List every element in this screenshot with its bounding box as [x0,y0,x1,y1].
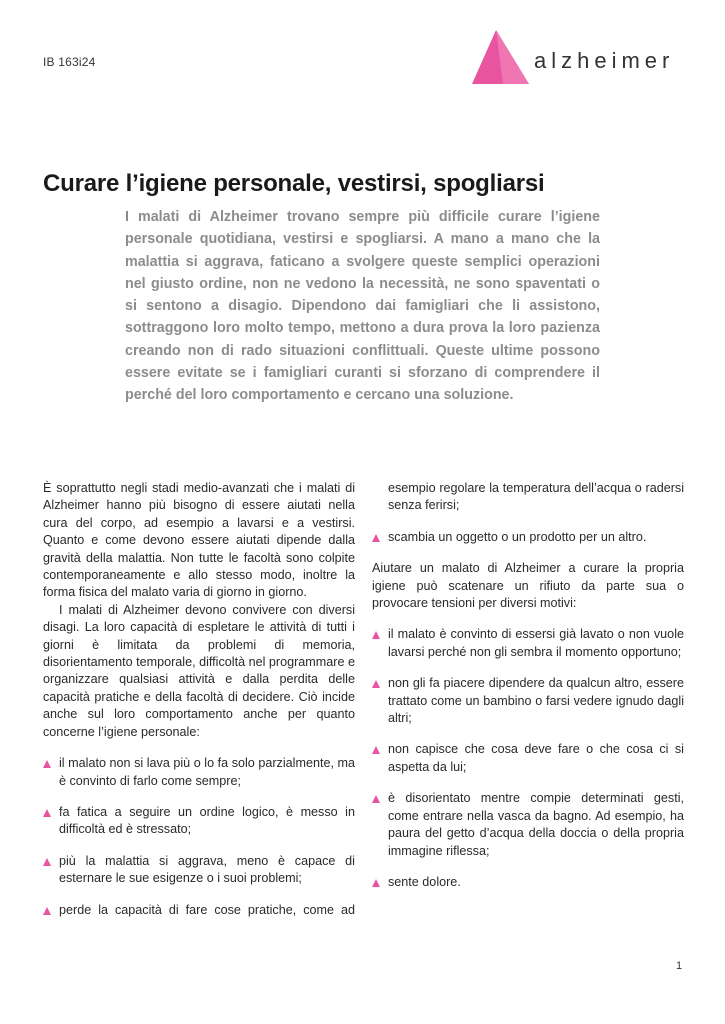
list-item [43,853,355,888]
list-item [372,874,684,891]
right-column [372,480,684,891]
list-item [372,675,684,727]
bullet-text: non capisce che cosa deve fare o che cosa ci si aspetta da lui; [388,742,684,774]
intro-paragraph: I malati di Alzheimer trovano sempre più difficile curare l’igiene personale quotidiana, vestirsi e spogliarsi. A mano a mano che la malattia si aggrava, faticano a svolgere queste semplici operazioni nel giusto ordine, non ne vedono la necessità, ne sono spaventati o si sentono a disagio. Dipendono dai famigliari che li assistono, sottraggono loro molto tempo, mettono a dura prova la loro pazienza creando non di rado situazioni conflittuali. Queste ultime possono essere evitate se i famigliari curanti si sforzano di comprendere il perché del loro comportamento e cercano una soluzione. [125,209,600,404]
left-column [43,480,355,919]
bullet-text: non gli fa piacere dipendere da qualcun altro, essere trattato come un bambino o farsi vedere ignudo dagli altri; [388,676,684,726]
triangle-bullet-icon [372,879,380,887]
bullet-list [372,626,684,891]
list-item [372,626,684,661]
list-item [372,790,684,860]
alzheimer-logo [470,28,700,88]
list-item [372,529,684,546]
bullet-text: più la malattia si aggrava, meno è capace di esternare le sue esigenze o i suoi problemi; [59,853,355,886]
triangle-bullet-icon [372,680,380,688]
body-paragraph: È soprattutto negli stadi medio-avanzati che i malati di Alzheimer hanno più bisogno di essere aiutati nella cura del corpo, ad esempio a lavarsi e a vestirsi. Quanto e come devono essere aiutati dipende dalla gravità della malattia. Non tutte le facoltà sono colpite contemporaneamente e allo stesso modo, inoltre la forma fisica del malato varia di giorno in giorno. [43,481,355,600]
triangle-bullet-icon [43,809,51,817]
document-code: IB 163i24 [43,55,96,69]
bullet-text: scambia un oggetto o un prodotto per un altro. [388,529,647,544]
list-item [372,741,684,776]
bullet-continuation: esempio regolare la temperatura dell’acqua o radersi senza ferirsi; [388,481,684,513]
page-title: Curare l’igiene personale, vestirsi, spogliarsi [43,170,545,197]
list-item [43,902,355,919]
triangle-bullet-icon [372,795,380,803]
bullet-text: sente dolore. [388,874,461,889]
bullet-list [372,529,684,546]
list-item [43,755,355,790]
triangle-bullet-icon [43,760,51,768]
bullet-list [43,755,355,919]
page-number: 1 [676,960,683,972]
bullet-text: perde la capacità di fare cose pratiche, come ad [59,902,355,917]
triangle-bullet-icon [43,907,51,915]
list-item [43,804,355,839]
pink-triangle-logo-icon [470,28,532,88]
triangle-bullet-icon [372,631,380,639]
body-paragraph: Aiutare un malato di Alzheimer a curare la propria igiene può scatenare un rifiuto da parte sua o provocare tensioni per diversi motivi: [372,561,684,611]
triangle-bullet-icon [372,534,380,542]
triangle-bullet-icon [43,858,51,866]
triangle-bullet-icon [372,746,380,754]
bullet-text: è disorientato mentre compie determinati gesti, come entrare nella vasca da bagno. Ad esempio, ha paura del getto d’acqua della doccia o della propria immagine riflessa; [388,791,684,858]
bullet-text: fa fatica a seguire un ordine logico, è messo in difficoltà ed è stressato; [59,804,355,837]
bullet-text: il malato è convinto di essersi già lavato o non vuole lavarsi perché non gli sembra il momento opportuno; [388,627,684,659]
body-paragraph: I malati di Alzheimer devono convivere con diversi disagi. La loro capacità di espletare le attività di tutti i giorni è limitata da problemi di memoria, disorientamento temporale, difficoltà nel programmare e organizzare qualsiasi attività e dalla perdita delle capacità pratiche e della facoltà di decidere. Ciò incide anche sul loro comportamento anche per quanto concerne l’igiene personale: [43,602,355,739]
bullet-text: il malato non si lava più o lo fa solo parzialmente, ma è convinto di farlo come sempre; [59,756,355,788]
logo-wordmark: alzheimer [534,48,675,73]
